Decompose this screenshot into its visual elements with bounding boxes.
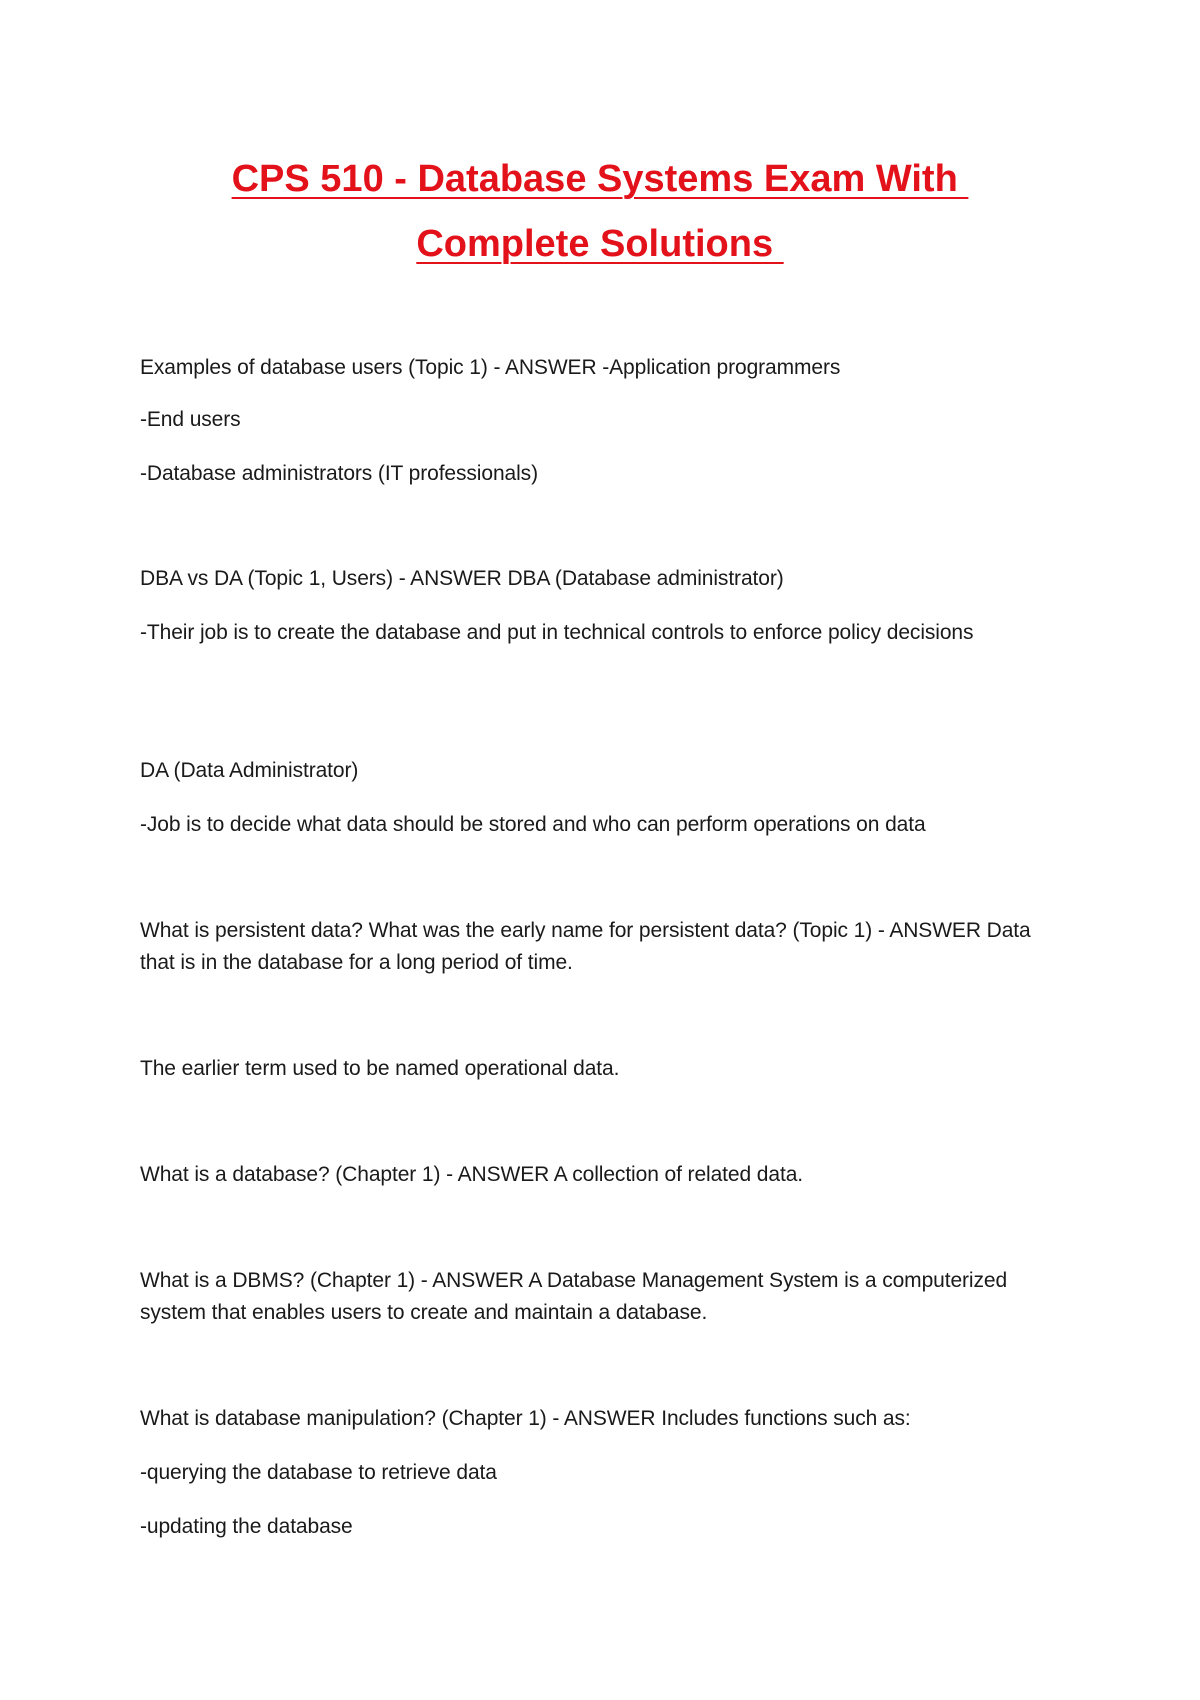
document-title-line-1 bbox=[0, 160, 1200, 198]
paragraph-what-is-dbms: What is a DBMS? (Chapter 1) - ANSWER A Database Management System is a computerized system that enables users to create and maintain a database. bbox=[140, 1269, 1008, 1324]
paragraph-what-is-database: What is a database? (Chapter 1) - ANSWER A collection of related data. bbox=[140, 1163, 804, 1186]
paragraph-updating: -updating the database bbox=[140, 1515, 353, 1538]
paragraph-persistent-data: What is persistent data? What was the early name for persistent data? (Topic 1) - ANSWER Data that is in the database for a long period of time. bbox=[140, 919, 1031, 974]
paragraph-querying: -querying the database to retrieve data bbox=[140, 1461, 497, 1484]
paragraph-database-manipulation: What is database manipulation? (Chapter 1) - ANSWER Includes functions such as: bbox=[140, 1407, 911, 1430]
paragraph-dba-vs-da: DBA vs DA (Topic 1, Users) - ANSWER DBA (Database administrator) bbox=[140, 567, 784, 590]
paragraph-database-users: Examples of database users (Topic 1) - ANSWER -Application programmers bbox=[140, 356, 841, 379]
paragraph-da-job: -Job is to decide what data should be stored and who can perform operations on data bbox=[140, 813, 926, 836]
paragraph-da-heading: DA (Data Administrator) bbox=[140, 759, 359, 782]
paragraph-end-users: -End users bbox=[140, 408, 241, 431]
title-text-2: Complete Solutions bbox=[416, 223, 784, 265]
paragraph-dba-job: -Their job is to create the database and put in technical controls to enforce policy decisions bbox=[140, 621, 974, 644]
paragraph-dba-users: -Database administrators (IT professionals) bbox=[140, 462, 538, 485]
paragraph-operational-data: The earlier term used to be named operational data. bbox=[140, 1057, 620, 1080]
document-title-line-2 bbox=[0, 225, 1200, 263]
title-text-1: CPS 510 - Database Systems Exam With bbox=[231, 158, 969, 200]
